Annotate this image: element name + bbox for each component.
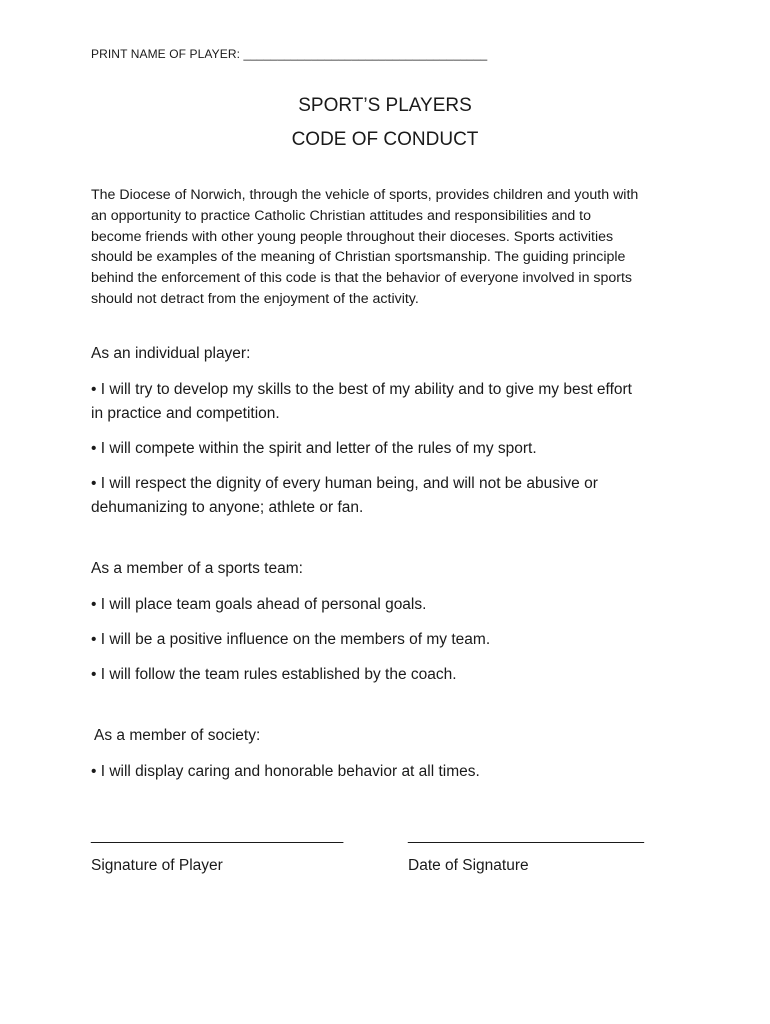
team-heading: As a member of a sports team: — [91, 560, 303, 577]
intro-line: should not detract from the enjoyment of the activity. — [91, 290, 419, 307]
intro-line: should be examples of the meaning of Christian sportsmanship. The guiding principle — [91, 249, 626, 266]
bullet-line: • I will respect the dignity of every human being, and will not be abusive or — [91, 475, 598, 492]
team-bullet-1 — [91, 593, 691, 617]
bullet-line: • I will try to develop my skills to the best of my ability and to give my best effort — [91, 381, 632, 398]
signature-line: _______________________________ — [91, 827, 343, 844]
bullet-line: in practice and competition. — [91, 404, 280, 422]
intro-line: behind the enforcement of this code is that the behavior of everyone involved in sports — [91, 270, 633, 287]
bullet-line: • I will place team goals ahead of personal goals. — [91, 596, 427, 613]
individual-bullet-1 — [91, 378, 691, 425]
team-bullet-2 — [91, 628, 691, 652]
society-bullet-1 — [91, 760, 691, 784]
title-line-1: SPORT’S PLAYERS — [298, 95, 472, 116]
individual-heading: As an individual player: — [91, 345, 251, 362]
individual-bullet-3 — [91, 472, 691, 519]
bullet-line: • I will compete within the spirit and letter of the rules of my sport. — [91, 440, 537, 457]
title-line-2: CODE OF CONDUCT — [291, 129, 479, 150]
intro-line: become friends with other young people throughout their dioceses. Sports activities — [91, 228, 614, 245]
intro-line: The Diocese of Norwich, through the vehicle of sports, provides children and youth with — [91, 187, 639, 203]
date-label: Date of Signature — [408, 857, 529, 874]
intro-line: an opportunity to practice Catholic Christian attitudes and responsibilities and to — [91, 207, 591, 224]
individual-bullet-2 — [91, 437, 691, 461]
intro-paragraph — [91, 185, 681, 310]
print-name-line: PRINT NAME OF PLAYER: ____________________________________ — [91, 47, 488, 61]
society-heading: As a member of society: — [94, 727, 261, 744]
team-bullet-3 — [91, 663, 691, 687]
bullet-line: • I will display caring and honorable behavior at all times. — [91, 763, 480, 780]
bullet-line: dehumanizing to anyone; athlete or fan. — [91, 498, 364, 516]
bullet-line: • I will follow the team rules established by the coach. — [91, 666, 457, 683]
date-line: _____________________________ — [408, 827, 644, 844]
signature-label: Signature of Player — [91, 857, 223, 874]
bullet-line: • I will be a positive influence on the members of my team. — [91, 631, 491, 648]
